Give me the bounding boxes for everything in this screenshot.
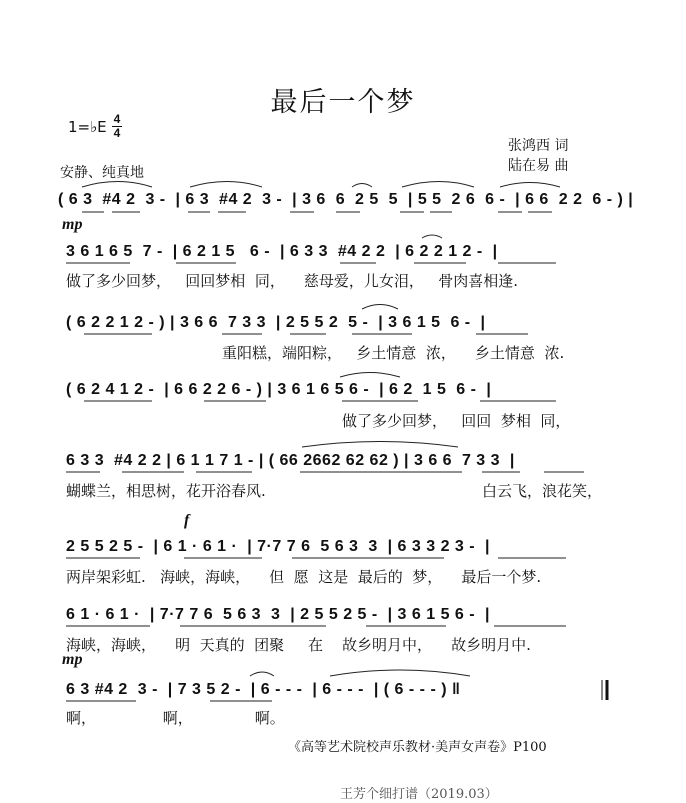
slur xyxy=(402,182,474,188)
notes-line-5: 6 3 3 #4 2 2 | 6 1 1 7 1 - | ( 66 2662 62 62 ) | 3 6 6 7 3 3 | xyxy=(66,452,515,469)
slur xyxy=(500,183,560,188)
dynamic-f: f xyxy=(184,512,190,529)
notes-line-7: 6 1 · 6 1 · | 7·7 7 6 5 6 3 3 | 2 5 5 2 5 - | 3 6 1 5 6 - | xyxy=(66,606,490,623)
notes-line-4: ( 6 2 4 1 2 - | 6 6 2 2 6 - ) | 3 6 1 6 5 6 - | 6 2 1 5 6 - | xyxy=(66,381,492,398)
lyrics-line-6: 两岸架彩虹. 海峡，海峡， 但 愿 这是 最后的 梦， 最后一个梦. xyxy=(66,568,542,586)
slur xyxy=(330,670,470,676)
lyrics-line-8: 啊， 啊， 啊。 xyxy=(66,709,285,727)
tempo-marking: 安静、纯真地 xyxy=(60,165,144,181)
slur xyxy=(190,182,262,188)
lyricist-credit: 张鸿西 词 xyxy=(508,138,569,154)
source-citation: 《高等艺术院校声乐教材·美声女声卷》P100 xyxy=(288,740,547,755)
lyrics-line-5: 蝴蝶兰，相思树，花开浴春风. xyxy=(66,482,266,500)
notes-line-1: ( 6 3 #4 2 3 - | 6 3 #4 2 3 - | 3 6 6 2 5 5 | 5 5 2 6 6 - | 6 6 2 2 6 - ) | xyxy=(58,191,634,208)
lyrics-line-2: 做了多少回梦， 回回梦相 同， 慈母爱，儿女泪， 骨肉喜相逢. xyxy=(66,272,518,290)
lyrics-line-7: 海峡，海峡， 明 天真的 团聚 在 故乡明月中， 故乡明月中. xyxy=(66,636,531,654)
lyrics-line-3: 重阳糕，端阳粽， 乡土情意 浓， 乡土情意 浓. xyxy=(222,344,565,362)
composer-credit: 陆在易 曲 xyxy=(508,158,569,174)
notes-line-6: 2 5 5 2 5 - | 6 1 · 6 1 · | 7·7 7 6 5 6 3 3 | 6 3 3 2 3 - | xyxy=(66,538,490,555)
source-note: 王芳个细打谱（2019.03） xyxy=(340,787,498,802)
meter-top: 4 xyxy=(113,112,121,126)
lyrics-line-4: 做了多少回梦， 回回 梦相 同， xyxy=(342,412,571,430)
notes-line-2: 3 6 1 6 5 7 - | 6 2 1 5 6 - | 6 3 3 #4 2 2 | 6 2 2 1 2 - | xyxy=(66,243,498,260)
meter-bottom: 4 xyxy=(113,126,121,140)
slur xyxy=(422,235,442,238)
slur xyxy=(340,373,400,378)
slur xyxy=(352,184,372,188)
slur xyxy=(250,672,274,676)
score-title: 最后一个梦 xyxy=(270,87,416,118)
notes-line-8: 6 3 #4 2 3 - | 7 3 5 2 - | 6 - - - | 6 - - - | ( 6 - - - ) ‖ xyxy=(66,681,461,698)
dynamic-mp-2: mp xyxy=(62,651,83,668)
slur xyxy=(362,305,398,310)
slur xyxy=(302,442,458,448)
key-signature: 1=♭E xyxy=(68,118,107,136)
lyrics-line-5-right: 白云飞，浪花笑， xyxy=(482,482,603,500)
dynamic-mp-1: mp xyxy=(62,216,83,233)
notes-line-3: ( 6 2 2 1 2 - ) | 3 6 6 7 3 3 | 2 5 5 2 5 - | 3 6 1 5 6 - | xyxy=(66,314,486,331)
slur xyxy=(82,182,152,188)
